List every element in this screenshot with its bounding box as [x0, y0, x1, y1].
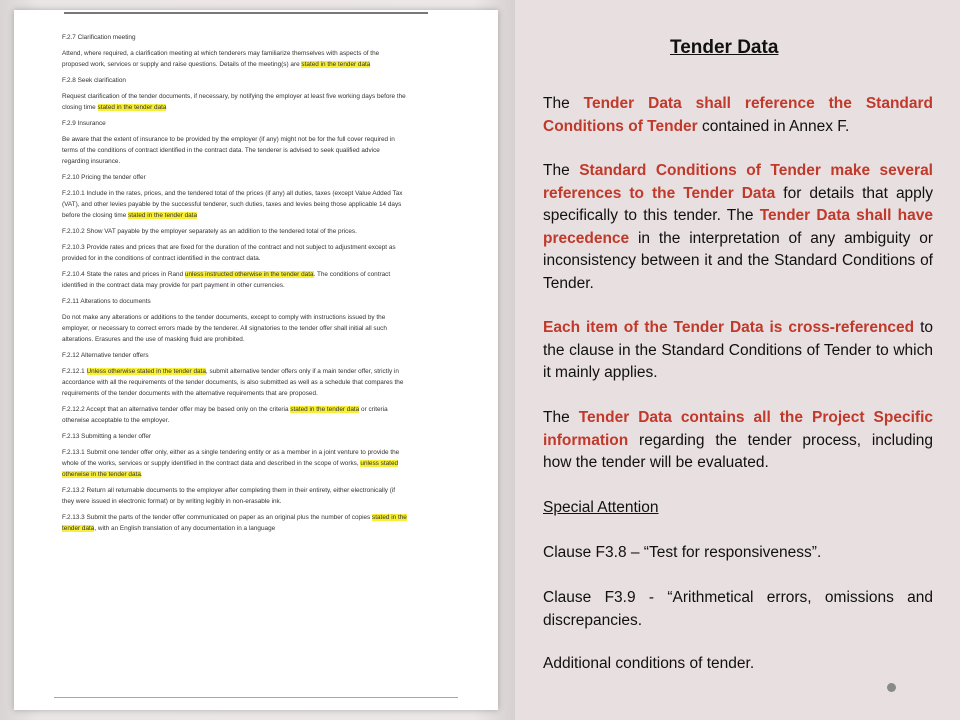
document-clause-text — [62, 226, 407, 237]
emphasis-text: Tender Data shall have precedence — [543, 207, 933, 247]
document-clause-text — [62, 48, 407, 70]
paragraph-precedence — [543, 160, 933, 295]
clause-text: , submit alternative tender offers only if a main tender offer, strictly in accordance with all the requirements of the tender documents, is also submitted as well as a schedule that compares the requirements of the tender documents with the alternative requirements that are proposed. — [62, 368, 404, 397]
document-clause-text — [62, 269, 407, 291]
document-clause-heading: F.2.11 Alterations to documents — [62, 298, 151, 305]
clause-text: . — [140, 471, 143, 478]
slide-title: Tender Data — [670, 37, 779, 58]
special-attention-heading: Special Attention — [543, 499, 659, 516]
highlighted-text: stated in the tender data — [301, 61, 371, 68]
clause-text: F.2.12.1 — [62, 368, 87, 375]
clause-text: F.2.10.2 Show VAT payable by the employer separately as an addition to the tendered total of the prices. — [62, 228, 357, 235]
slide-bullet-dot — [887, 683, 896, 692]
highlighted-text: stated in the tender data — [290, 406, 360, 413]
clause-text: , with an English translation of any documentation in a language — [94, 525, 276, 532]
clause-text: Attend, where required, a clarification meeting at which tenderers may familiarize themselves with aspects of the proposed work, services or supply and raise questions. Details of the meeting(s) are — [62, 50, 380, 68]
highlighted-text: unless instructed otherwise in the tender data — [184, 271, 314, 278]
document-text — [62, 32, 407, 539]
scanned-document-page — [14, 10, 498, 710]
document-clause-text — [62, 447, 407, 480]
clause-text: F.2.12.2 Accept that an alternative tender offer may be based only on the criteria — [62, 406, 291, 413]
emphasis-text: Tender Data shall reference the Standard Conditions of Tender — [543, 95, 934, 135]
emphasis-text: Standard Conditions of Tender make several references to the Tender Data — [543, 162, 933, 202]
emphasis-text: Tender Data contains all the Project Specific information — [543, 409, 933, 449]
highlighted-text: stated in the tender data — [128, 212, 198, 219]
document-clause-text — [62, 188, 407, 221]
text: in the interpretation of any ambiguity or inconsistency between it and the Standard Conditions of Tender. — [543, 229, 933, 292]
highlighted-text: stated in the tender data — [62, 514, 407, 532]
document-clause-heading: F.2.7 Clarification meeting — [62, 34, 136, 41]
text: The — [543, 162, 580, 179]
clause-text: . The conditions of contract identified in the contract data may provide for part payment in other currencies. — [62, 271, 391, 289]
text: regarding the tender process, including how the tender will be evaluated. — [543, 431, 933, 471]
document-clause-text — [62, 404, 407, 426]
paragraph-cross-reference — [543, 317, 933, 385]
clause-text: F.2.13.3 Submit the parts of the tender offer communicated on paper as an original plus the number of copies — [62, 514, 373, 521]
clause-text: Do not make any alterations or additions to the tender documents, except to comply with instructions issued by the employer, or necessary to correct errors made by the tenderer. All signatories to the tender offer shall initial all such alterations. Erasures and the use of masking fluid are prohibited. — [62, 314, 387, 343]
clause-f3-9: Clause F3.9 - “Arithmetical errors, omissions and discrepancies. — [543, 589, 933, 629]
clause-text: Be aware that the extent of insurance to be provided by the employer (if any) might not be for the full cover required in terms of the conditions of contract identified in the contract data. The tenderer is advised to seek qualified advice regarding insurance. — [62, 136, 395, 165]
document-clause-heading: F.2.13 Submitting a tender offer — [62, 433, 152, 440]
paragraph-project-specific — [543, 407, 933, 475]
paragraph-reference — [543, 93, 933, 138]
clause-text: F.2.10.1 Include in the rates, prices, and the tendered total of the prices (if any) all duties, taxes (except Value Added Tax (VAT), and other levies payable by the successful tenderer, such duties, taxes and levies being those applicable 14 days before the closing time — [62, 190, 403, 219]
document-clause-text — [62, 485, 407, 507]
emphasis-text: Each item of the Tender Data is cross-referenced — [543, 319, 915, 336]
document-clause-text — [62, 91, 407, 113]
clause-text: F.2.13.2 Return all returnable documents to the employer after completing them in their entirety, either electronically (if they were issued in electronic format) or by writing legibly in non-erasable ink. — [62, 487, 396, 505]
text: The — [543, 409, 579, 426]
document-clause-heading: F.2.10 Pricing the tender offer — [62, 174, 146, 181]
text: contained in Annex F. — [697, 117, 850, 135]
text: to the clause in the Standard Conditions of Tender to which it mainly applies. — [543, 319, 933, 381]
clause-text: F.2.10.4 State the rates and prices in Rand — [62, 271, 185, 278]
page-top-rule — [64, 12, 428, 14]
additional-conditions: Additional conditions of tender. — [543, 655, 755, 672]
clause-text: F.2.10.3 Provide rates and prices that are fixed for the duration of the contract and not subject to adjustment except as provided for in the conditions of contract identified in the contract data. — [62, 244, 396, 262]
clause-text: F.2.13.1 Submit one tender offer only, either as a single tendering entity or as a member in a joint venture to provide the whole of the works, services or supply identified in the contract data and described in the scope of works, — [62, 449, 400, 467]
document-clause-text — [62, 512, 407, 534]
highlighted-text: stated in the tender data — [97, 104, 167, 111]
document-clause-text — [62, 312, 407, 345]
document-clause-text — [62, 134, 407, 167]
text: The — [543, 95, 584, 112]
page-bottom-rule — [54, 697, 458, 698]
clause-text: or criteria otherwise acceptable to the employer. — [62, 406, 388, 424]
document-clause-heading: F.2.9 Insurance — [62, 120, 106, 127]
clause-f3-8: Clause F3.8 – “Test for responsiveness”. — [543, 544, 822, 561]
clause-text: Request clarification of the tender documents, if necessary, by notifying the employer at least five working days before the closing time — [62, 93, 406, 111]
text: for details that apply specifically to this tender. The — [543, 184, 933, 224]
highlighted-text: Unless otherwise stated in the tender data — [86, 368, 206, 375]
document-clause-text — [62, 366, 407, 399]
document-clause-heading: F.2.8 Seek clarification — [62, 77, 126, 84]
document-clause-text — [62, 242, 407, 264]
highlighted-text: unless stated otherwise in the tender data — [62, 460, 399, 478]
document-clause-heading: F.2.12 Alternative tender offers — [62, 352, 149, 359]
